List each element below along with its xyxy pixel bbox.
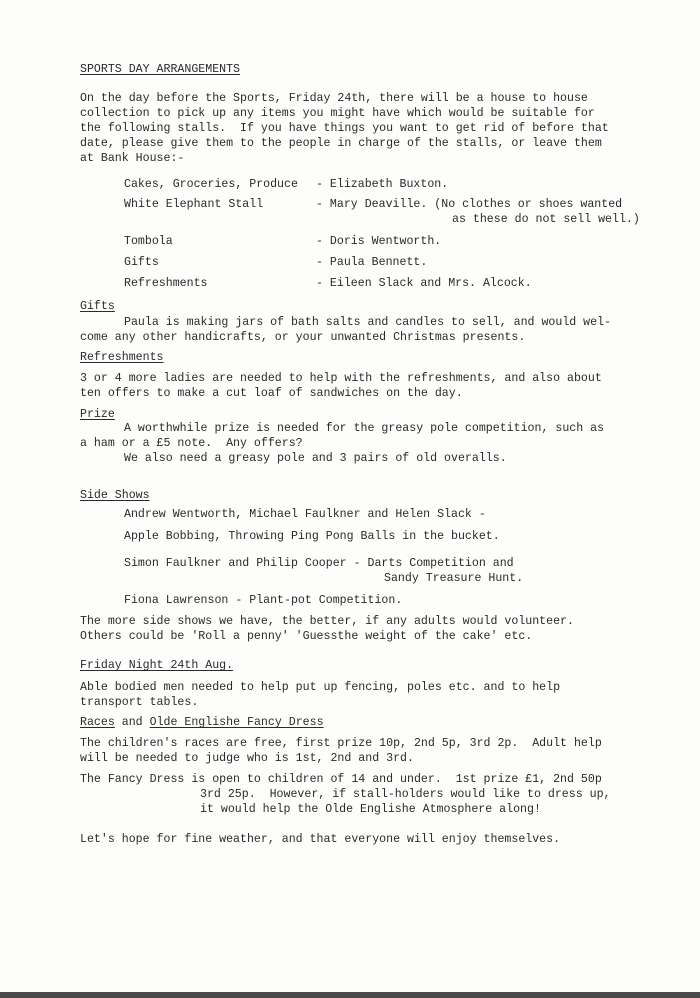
intro-line: at Bank House:- [80, 152, 185, 165]
stall-person: - Elizabeth Buxton. [316, 178, 449, 191]
stall-name: Cakes, Groceries, Produce [124, 178, 298, 191]
stall-person: - Eileen Slack and Mrs. Alcock. [316, 277, 532, 290]
stall-name: Tombola [124, 235, 173, 248]
section-heading-side-shows: Side Shows [80, 489, 150, 502]
prize-line: a ham or a £5 note. Any offers? [80, 437, 303, 450]
stall-person: - Mary Deaville. (No clothes or shoes wanted [316, 198, 623, 211]
side-shows-line: Simon Faulkner and Philip Cooper - Darts Competition and [124, 557, 514, 570]
races-line: The Fancy Dress is open to children of 14 and under. 1st prize £1, 2nd 50p [80, 773, 602, 786]
races-heading-and: and [121, 716, 143, 729]
races-heading-b: Olde Englishe Fancy Dress [149, 716, 324, 729]
side-shows-line: Fiona Lawrenson - Plant-pot Competition. [124, 594, 403, 607]
section-heading-races [80, 715, 324, 730]
gifts-line: come any other handicrafts, or your unwanted Christmas presents. [80, 331, 526, 344]
races-line: 3rd 25p. However, if stall-holders would like to dress up, [200, 788, 611, 801]
intro-line: date, please give them to the people in charge of the stalls, or leave them [80, 137, 602, 150]
intro-line: collection to pick up any items you might have which would be suitable for [80, 107, 595, 120]
friday-line: Able bodied men needed to help put up fencing, poles etc. and to help [80, 681, 561, 694]
side-shows-line: The more side shows we have, the better, if any adults would volunteer. [80, 615, 574, 628]
prize-line: A worthwhile prize is needed for the greasy pole competition, such as [124, 422, 605, 435]
side-shows-line: Andrew Wentworth, Michael Faulkner and Helen Slack - [124, 508, 486, 521]
races-heading-a: Races [80, 716, 115, 729]
section-heading-gifts: Gifts [80, 300, 115, 313]
races-line: will be needed to judge who is 1st, 2nd and 3rd. [80, 752, 414, 765]
intro-line: the following stalls. If you have things you want to get rid of before that [80, 122, 609, 135]
stall-name: Gifts [124, 256, 159, 269]
stall-name: White Elephant Stall [124, 198, 264, 211]
section-heading-refreshments: Refreshments [80, 351, 164, 364]
side-shows-line: Others could be 'Roll a penny' 'Guessthe weight of the cake' etc. [80, 630, 533, 643]
stall-note: as these do not sell well.) [452, 213, 640, 226]
prize-line: We also need a greasy pole and 3 pairs of old overalls. [124, 452, 507, 465]
refreshments-line: ten offers to make a cut loaf of sandwiches on the day. [80, 387, 463, 400]
stall-person: - Doris Wentworth. [316, 235, 442, 248]
section-heading-prize: Prize [80, 408, 115, 421]
section-heading-friday-night: Friday Night 24th Aug. [80, 659, 234, 672]
side-shows-line: Sandy Treasure Hunt. [384, 572, 524, 585]
races-line: The children's races are free, first prize 10p, 2nd 5p, 3rd 2p. Adult help [80, 737, 602, 750]
friday-line: transport tables. [80, 696, 199, 709]
stall-person: - Paula Bennett. [316, 256, 428, 269]
gifts-line: Paula is making jars of bath salts and candles to sell, and would wel- [124, 316, 612, 329]
document-title: SPORTS DAY ARRANGEMENTS [80, 63, 241, 76]
races-line: it would help the Olde Englishe Atmosphere along! [200, 803, 541, 816]
refreshments-line: 3 or 4 more ladies are needed to help with the refreshments, and also about [80, 372, 602, 385]
closing-line: Let's hope for fine weather, and that everyone will enjoy themselves. [80, 833, 561, 846]
stall-name: Refreshments [124, 277, 208, 290]
page-bottom-edge [0, 992, 700, 998]
intro-line: On the day before the Sports, Friday 24th, there will be a house to house [80, 92, 588, 105]
side-shows-line: Apple Bobbing, Throwing Ping Pong Balls in the bucket. [124, 530, 500, 543]
